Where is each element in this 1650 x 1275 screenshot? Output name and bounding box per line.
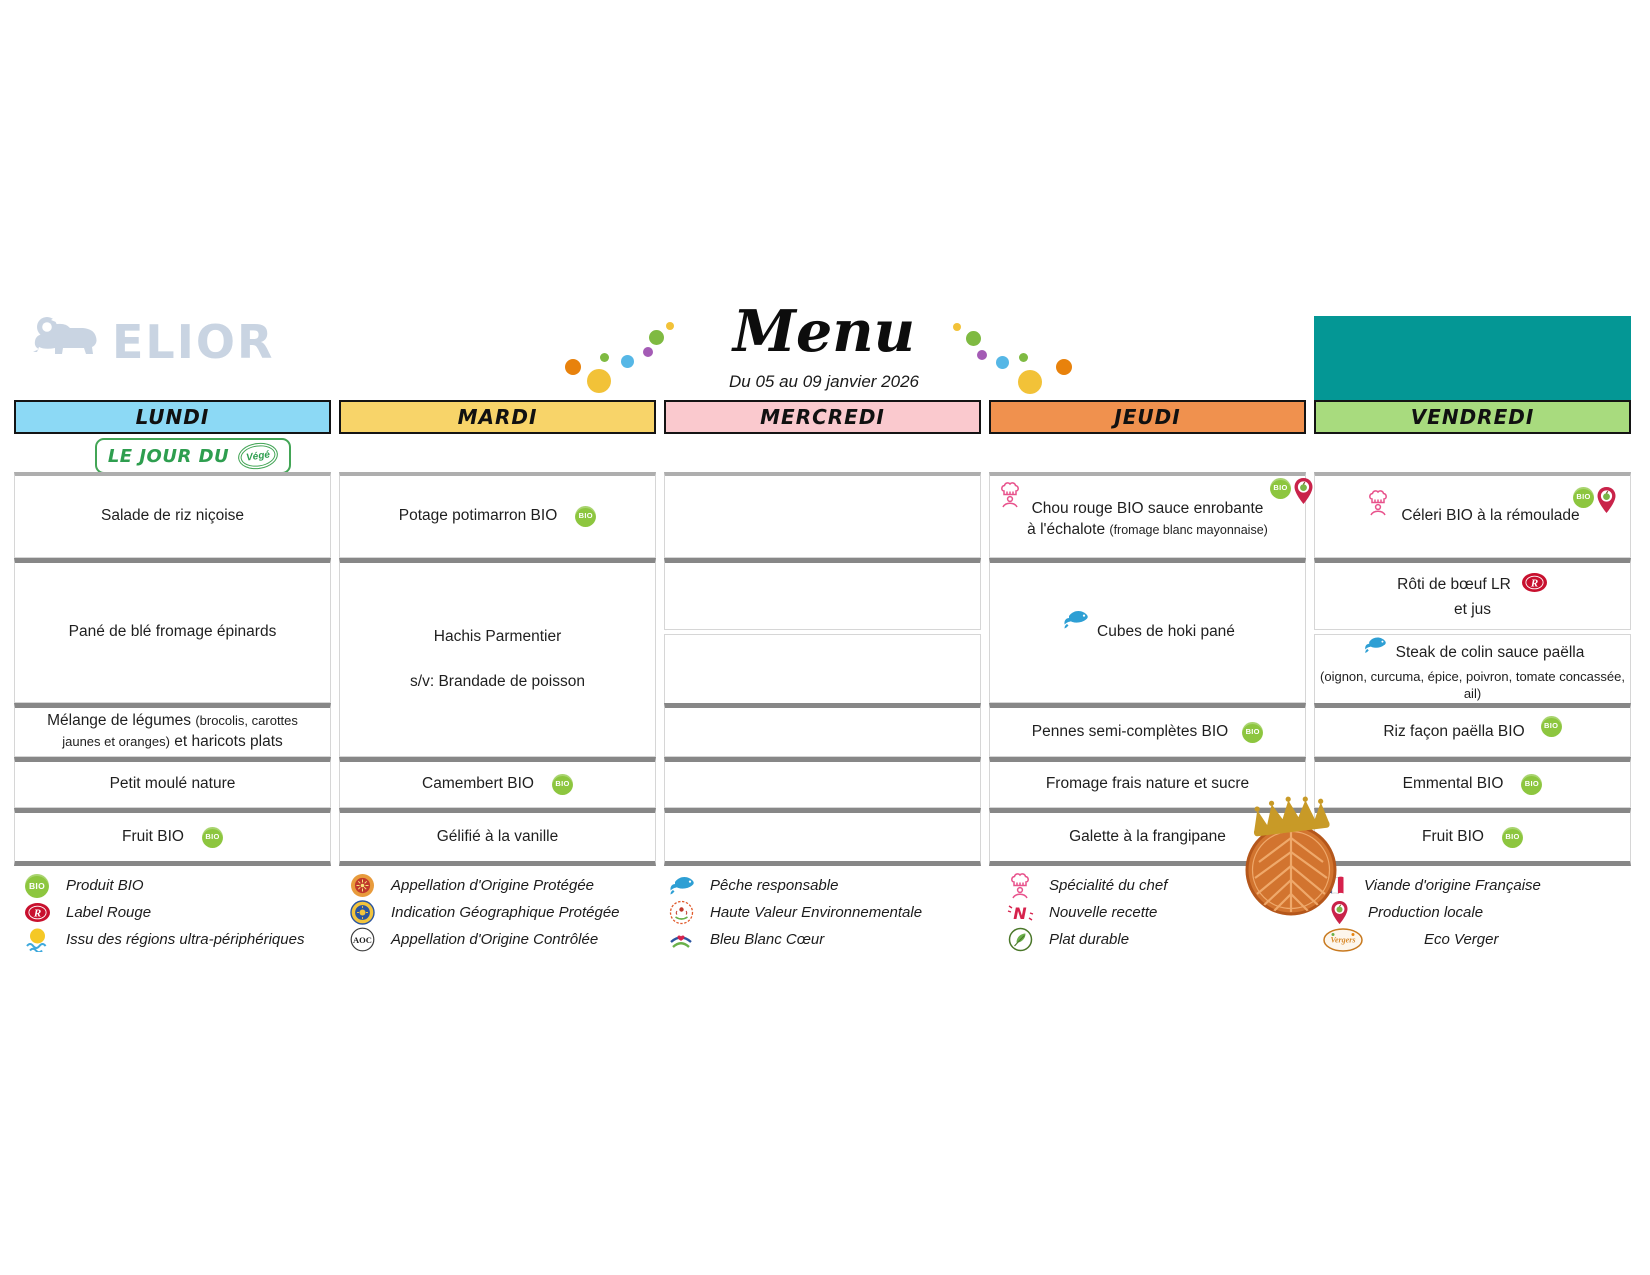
mercredi-accompagnement-cell (664, 703, 981, 757)
bio-icon: BIO (575, 506, 596, 527)
chef-hat-icon (1367, 489, 1389, 524)
ultraperipheral-regions-icon (22, 927, 52, 952)
confetti-dot (1056, 359, 1072, 375)
teal-banner (1314, 316, 1631, 400)
day-header-mardi: MARDI (339, 400, 656, 434)
jeudi-accompagnement-text: Pennes semi-complètes BIO BIO (1032, 722, 1263, 743)
confetti-dot (996, 356, 1009, 369)
legend-item: Appellation d'Origine Protégée (339, 872, 656, 899)
new-recipe-icon (1005, 902, 1035, 924)
vege-day-badge (95, 438, 291, 474)
local-production-pin-icon (1597, 487, 1616, 521)
confetti-dot (565, 359, 581, 375)
legend-column-2 (339, 872, 656, 953)
responsible-fishing-icon (1361, 634, 1388, 664)
mardi-plat-text: Hachis Parmentier (433, 627, 562, 645)
mercredi-plat-cell-1 (664, 558, 981, 630)
lundi-entree-text: Salade de riz niçoise (100, 507, 245, 525)
legend-item: Production locale (1314, 899, 1631, 926)
page-title: Menu (732, 298, 916, 365)
vendredi-plat1-line2: et jus (1453, 600, 1492, 618)
day-header-lundi: LUNDI (14, 400, 331, 434)
lundi-dessert-text: Fruit BIO BIO (122, 827, 223, 848)
lundi-plat-text: Pané de blé fromage épinards (68, 623, 277, 641)
vendredi-dessert-text: Fruit BIO BIO (1422, 827, 1523, 848)
legend-item: Bleu Blanc Cœur (664, 926, 981, 953)
vendredi-entree-text: Céleri BIO à la rémoulade (1401, 507, 1580, 525)
lundi-accompagnement-cell (14, 703, 331, 757)
bio-icon: BIO (1242, 722, 1263, 743)
confetti-dot (1019, 353, 1028, 362)
jeudi-entree-cell (989, 472, 1306, 558)
sustainable-dish-icon (1005, 927, 1035, 952)
confetti-dot (643, 347, 653, 357)
vege-stamp-icon: Végé (237, 440, 280, 471)
vendredi-fromage-cell (1314, 757, 1631, 808)
lundi-dessert-cell (14, 808, 331, 866)
hve-icon (666, 900, 696, 925)
bleu-blanc-coeur-icon (666, 928, 696, 952)
vendredi-fromage-text: Emmental BIO BIO (1403, 774, 1543, 795)
galette-des-rois-illustration (1240, 794, 1342, 922)
svg-text:R: R (33, 907, 41, 920)
aop-seal-icon (347, 873, 377, 898)
confetti-dot (666, 322, 674, 330)
day-header-jeudi: JEUDI (989, 400, 1306, 434)
vendredi-plat2-text: Steak de colin sauce paëlla (1361, 638, 1585, 668)
confetti-dot (1018, 370, 1042, 394)
lundi-fromage-cell (14, 757, 331, 808)
legend-item: N Nouvelle recette (989, 899, 1306, 926)
mercredi-fromage-cell (664, 757, 981, 808)
bio-icon: BIO (1573, 487, 1594, 508)
legend-item: Issu des régions ultra-périphériques (14, 926, 331, 953)
responsible-fishing-icon (666, 873, 696, 899)
confetti-dot (953, 323, 961, 331)
igp-seal-icon (347, 900, 377, 925)
lundi-accompagnement-text: Mélange de légumes (brocolis, carottes jaunes et oranges) et haricots plats (47, 712, 298, 750)
responsible-fishing-icon (1060, 607, 1090, 640)
legend-item: Haute Valeur Environnementale (664, 899, 981, 926)
day-header-vendredi: VENDREDI (1314, 400, 1631, 434)
bio-icon: BIO (552, 774, 573, 795)
vendredi-plat2-detail: (oignon, curcuma, épice, poivron, tomate concassée, ail) (1320, 668, 1625, 702)
mardi-plat-alt-text: s/v: Brandade de poisson (410, 672, 585, 690)
vendredi-accompagnement-cell (1314, 703, 1631, 757)
elior-bison-icon (28, 314, 102, 369)
aoc-seal-icon (347, 927, 377, 952)
confetti-dot (649, 330, 664, 345)
chef-specialty-icon (1005, 872, 1035, 900)
vendredi-plat1-text: Rôti de bœuf LR R (1397, 572, 1548, 600)
bio-icon: BIO (1502, 827, 1523, 848)
lundi-entree-cell (14, 472, 331, 558)
jeudi-accompagnement-cell (989, 703, 1306, 757)
bio-icon: BIO (25, 874, 49, 898)
legend-item: Pêche responsable (664, 872, 981, 899)
legend-item: Vergers Eco Verger (1314, 926, 1631, 953)
bio-icon: BIO (1270, 478, 1291, 499)
eco-verger-icon (1322, 928, 1364, 952)
vendredi-accompagnement-text: Riz façon paëlla BIO BIO (1383, 722, 1561, 743)
bio-icon: BIO (1521, 774, 1542, 795)
vendredi-plat-cell-2 (1314, 634, 1631, 707)
legend-item: Indication Géographique Protégée (339, 899, 656, 926)
confetti-dot (600, 353, 609, 362)
mardi-fromage-text: Camembert BIO BIO (422, 774, 573, 795)
confetti-dot (587, 369, 611, 393)
confetti-dot (966, 331, 981, 346)
day-header-mercredi: MERCREDI (664, 400, 981, 434)
legend-column-3 (664, 872, 981, 953)
vendredi-plat-cell-1 (1314, 558, 1631, 630)
chef-hat-icon (999, 481, 1021, 516)
vendredi-entree-cell (1314, 472, 1631, 558)
legend-column-1 (14, 872, 331, 953)
vendredi-dessert-cell (1314, 808, 1631, 866)
legend-item: AOC Appellation d'Origine Contrôlée (339, 926, 656, 953)
jeudi-entree-text: Chou rouge BIO sauce enrobante à l'échalote (fromage blanc mayonnaise) (1027, 499, 1268, 538)
jeudi-fromage-text: Fromage frais nature et sucre (1045, 775, 1250, 793)
jeudi-plat-cell (989, 558, 1306, 703)
mardi-plat-cell (339, 558, 656, 757)
legend-item: R Label Rouge (14, 899, 331, 926)
local-production-pin-icon (1294, 478, 1313, 512)
page-subtitle: Du 05 au 09 janvier 2026 (729, 372, 919, 391)
mardi-dessert-text: Gélifié à la vanille (436, 827, 559, 845)
mardi-fromage-cell (339, 757, 656, 808)
elior-logo (28, 314, 274, 369)
legend-item: Viande d'origine Française (1314, 872, 1631, 899)
legend-item: BIO Produit BIO (14, 872, 331, 899)
svg-text:N: N (1013, 903, 1027, 923)
confetti-dot (621, 355, 634, 368)
confetti-dot (977, 350, 987, 360)
legend-item: Spécialité du chef (989, 872, 1306, 899)
bio-icon: BIO (202, 827, 223, 848)
lundi-fromage-text: Petit moulé nature (109, 775, 236, 793)
svg-text:AOC: AOC (352, 934, 372, 945)
mercredi-dessert-cell (664, 808, 981, 866)
vege-badge-label: LE JOUR DU (107, 445, 230, 467)
mercredi-entree-cell (664, 472, 981, 558)
legend-item: Plat durable (989, 926, 1306, 953)
label-rouge-icon (1521, 572, 1548, 600)
svg-text:R: R (1530, 577, 1539, 590)
bio-icon: BIO (1541, 716, 1562, 737)
jeudi-plat-text: Cubes de hoki pané (1060, 616, 1235, 649)
mardi-entree-text: Potage potimarron BIO BIO (399, 506, 597, 527)
mardi-entree-cell (339, 472, 656, 558)
svg-text:Vergers: Vergers (1330, 935, 1356, 944)
mercredi-plat-cell-2 (664, 634, 981, 707)
jeudi-dessert-text: Galette à la frangipane (1069, 827, 1226, 845)
label-rouge-icon (22, 902, 52, 923)
mardi-dessert-cell (339, 808, 656, 866)
legend-column-5 (1314, 872, 1631, 953)
lundi-plat-cell (14, 558, 331, 703)
elior-wordmark: ELIOR (112, 314, 275, 369)
